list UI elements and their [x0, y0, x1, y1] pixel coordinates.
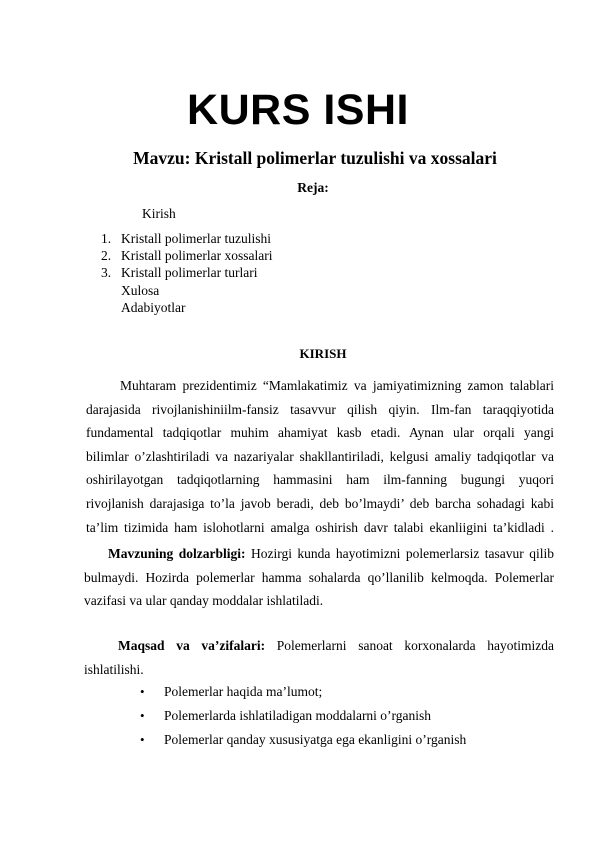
- goal-bullet-item: [140, 684, 322, 700]
- goal-bullet-item: [140, 732, 466, 748]
- plan-item-3-number: 3.: [101, 265, 112, 280]
- goals-paragraph: [84, 634, 554, 681]
- relevance-line: [84, 542, 554, 566]
- relevance-line: vazifasi va ular qanday moddalar ishlatiladi.: [84, 593, 324, 609]
- plan-item-3: Kristall polimerlar turlari: [121, 265, 258, 280]
- goals-line: [84, 634, 554, 658]
- bullet-icon: •: [140, 732, 145, 747]
- document-topic: Mavzu: Kristall polimerlar tuzulishi va xossalari: [133, 148, 497, 168]
- intro-line: darajasida rivojlanishiniilm-fansiz tasavvur qilish qiyin. Ilm-fan taraqqiyotida: [86, 401, 554, 417]
- goals-label: Maqsad va va’zifalari:: [118, 638, 266, 653]
- goal-bullet-item: [140, 708, 431, 724]
- relevance-text: Hozirgi kunda hayotimizni polemerlarsiz tasavur qilib: [245, 546, 554, 561]
- plan-intro: Kirish: [142, 206, 176, 221]
- plan-item-1-number: 1.: [101, 231, 112, 246]
- bullet-icon: •: [140, 708, 145, 723]
- intro-line: fundamental tadqiqotlar muhim ahamiyat kasb etadi. Aynan ular orqali yangi: [86, 425, 554, 441]
- section-heading-kirish: KIRISH: [299, 346, 347, 361]
- goal-bullet-text: Polemerlar qanday xususiyatga ega ekanligini o’rganish: [164, 732, 467, 747]
- goals-text: Polemerlarni sanoat korxonalarda hayotimizda: [265, 638, 554, 653]
- relevance-line: bulmaydi. Hozirda polemerlar hamma sohalarda qo’llanilib kelmoqda. Polemerlar: [84, 569, 554, 585]
- bullet-icon: •: [140, 684, 145, 699]
- document-title: KURS ISHI: [187, 86, 409, 134]
- intro-line: oshirilayotgan tadqiqotlarning hammasini ham ilm-fanning bugungi yuqori: [86, 472, 554, 488]
- intro-line: rivojlanish darajasiga to’la javob beradi, deb bo’lmaydi’ deb barcha sohadagi kabi: [86, 495, 554, 511]
- relevance-label: Mavzuning dolzarbligi:: [108, 546, 246, 561]
- plan-item-2-number: 2.: [101, 248, 112, 263]
- intro-line: bilimlar o’zlashtiriladi va nazariyalar shakllantiriladi, kelgusi amaliy tadqiqotlar va: [86, 448, 554, 464]
- goal-bullet-text: Polemerlarda ishlatiladigan moddalarni o’rganish: [164, 708, 432, 723]
- plan-item-2: Kristall polimerlar xossalari: [121, 248, 273, 263]
- goal-bullet-text: Polemerlar haqida ma’lumot;: [164, 684, 323, 699]
- intro-line: Muhtaram prezidentimiz “Mamlakatimiz va jamiyatimizning zamon talablari: [120, 378, 554, 393]
- plan-heading: Reja:: [297, 180, 329, 195]
- relevance-paragraph: [84, 542, 554, 613]
- plan-item-1: Kristall polimerlar tuzulishi: [121, 231, 271, 246]
- intro-paragraph: [86, 374, 554, 539]
- goals-line: ishlatilishi.: [84, 661, 144, 677]
- intro-line: ta’lim tizimida ham islohotlarni amalga oshirish davr talabi ekanliigini ta’kidladi .: [86, 519, 554, 535]
- plan-conclusion: Xulosa: [121, 283, 160, 298]
- plan-references: Adabiyotlar: [121, 300, 186, 315]
